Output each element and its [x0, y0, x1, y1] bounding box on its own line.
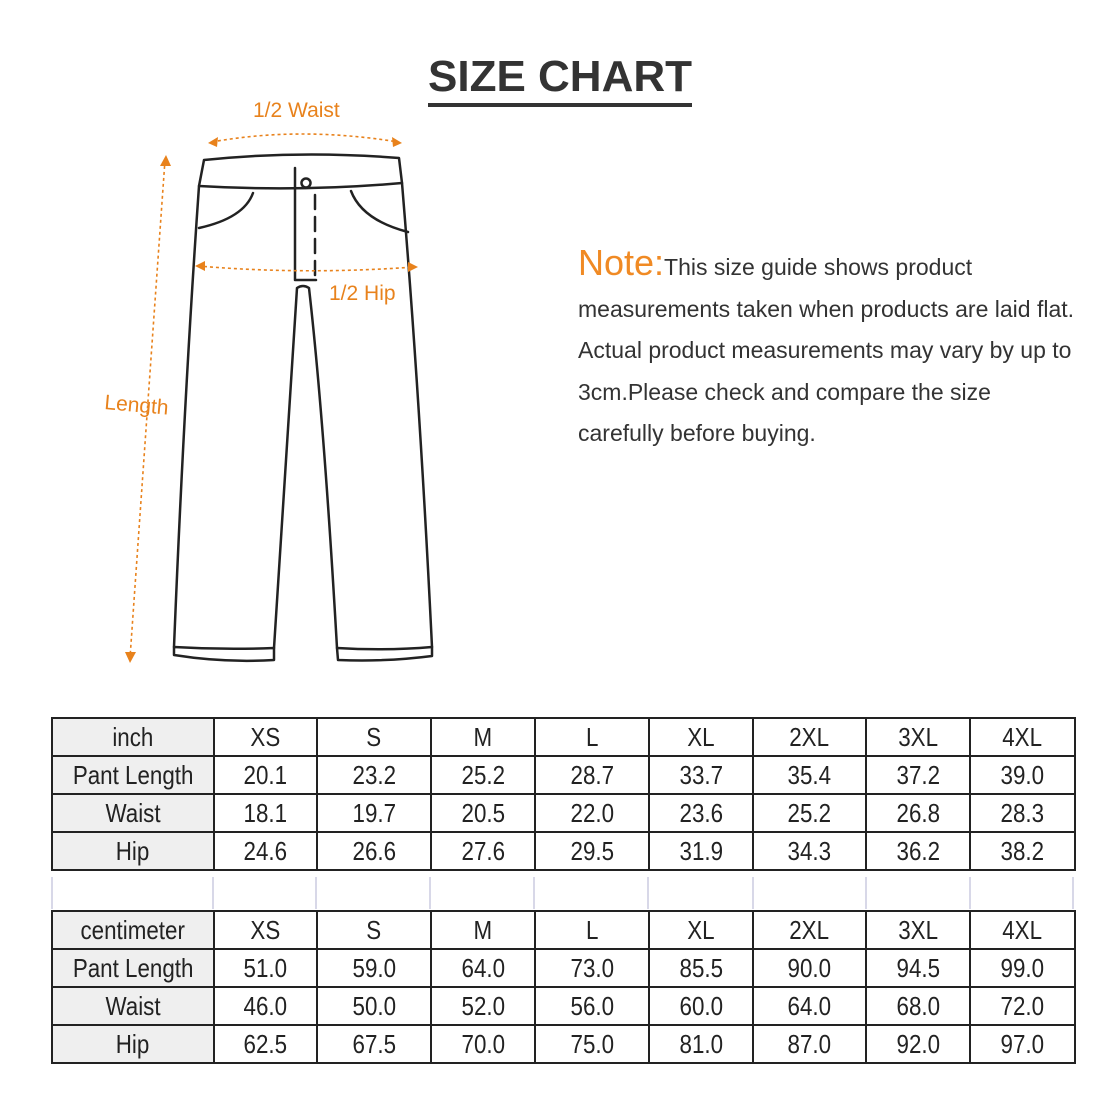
table-cell: 67.5 — [317, 1025, 431, 1063]
row-label: Hip — [52, 832, 214, 870]
table-cell: 25.2 — [431, 756, 535, 794]
table-cell: 97.0 — [970, 1025, 1075, 1063]
table-cell: 23.6 — [649, 794, 753, 832]
table-cell: 60.0 — [649, 987, 753, 1025]
inch-size-table — [51, 717, 1076, 871]
table-cell: 28.7 — [535, 756, 649, 794]
size-header: XS — [214, 911, 317, 949]
table-row — [52, 794, 1075, 832]
table-cell: 59.0 — [317, 949, 431, 987]
table-cell: 85.5 — [649, 949, 753, 987]
table-row — [52, 1025, 1075, 1063]
table-cell: 29.5 — [535, 832, 649, 870]
size-header: L — [535, 911, 649, 949]
note-heading: Note: — [578, 242, 665, 283]
table-cell: 51.0 — [214, 949, 317, 987]
table-cell: 46.0 — [214, 987, 317, 1025]
table-cell: 87.0 — [753, 1025, 866, 1063]
size-header: 4XL — [970, 911, 1075, 949]
size-header: M — [431, 911, 535, 949]
table-spacer — [51, 877, 1074, 909]
table-cell: 39.0 — [970, 756, 1075, 794]
size-header: 2XL — [753, 718, 866, 756]
size-header: 3XL — [866, 718, 970, 756]
note-block — [578, 242, 1078, 455]
size-header: XL — [649, 718, 753, 756]
table-header-row — [52, 911, 1075, 949]
table-cell: 20.5 — [431, 794, 535, 832]
table-cell: 70.0 — [431, 1025, 535, 1063]
table-cell: 92.0 — [866, 1025, 970, 1063]
half-waist-label: 1/2 Waist — [253, 99, 340, 122]
table-cell: 25.2 — [753, 794, 866, 832]
table-cell: 27.6 — [431, 832, 535, 870]
size-header: 3XL — [866, 911, 970, 949]
table-cell: 72.0 — [970, 987, 1075, 1025]
table-header-row — [52, 718, 1075, 756]
row-label: Hip — [52, 1025, 214, 1063]
table-cell: 31.9 — [649, 832, 753, 870]
unit-header: inch — [52, 718, 214, 756]
table-cell: 73.0 — [535, 949, 649, 987]
table-row — [52, 987, 1075, 1025]
table-cell: 75.0 — [535, 1025, 649, 1063]
table-cell: 90.0 — [753, 949, 866, 987]
table-cell: 52.0 — [431, 987, 535, 1025]
table-cell: 33.7 — [649, 756, 753, 794]
centimeter-size-table — [51, 910, 1076, 1064]
table-cell: 28.3 — [970, 794, 1075, 832]
table-cell: 64.0 — [431, 949, 535, 987]
table-cell: 19.7 — [317, 794, 431, 832]
table-row — [52, 832, 1075, 870]
size-header: XS — [214, 718, 317, 756]
size-header: S — [317, 911, 431, 949]
table-cell: 26.8 — [866, 794, 970, 832]
row-label: Waist — [52, 987, 214, 1025]
table-cell: 24.6 — [214, 832, 317, 870]
table-cell: 68.0 — [866, 987, 970, 1025]
note-text: This size guide shows product measurements taken when products are laid flat. Actual product measurements may vary by up to 3cm.Please check and compare the size carefully before buying. — [578, 254, 1075, 446]
unit-header: centimeter — [52, 911, 214, 949]
row-label: Waist — [52, 794, 214, 832]
page-title-text: SIZE CHART — [428, 53, 692, 107]
table-cell: 35.4 — [753, 756, 866, 794]
size-header: 4XL — [970, 718, 1075, 756]
table-cell: 64.0 — [753, 987, 866, 1025]
row-label: Pant Length — [52, 949, 214, 987]
table-cell: 62.5 — [214, 1025, 317, 1063]
table-cell: 81.0 — [649, 1025, 753, 1063]
table-cell: 94.5 — [866, 949, 970, 987]
size-header: M — [431, 718, 535, 756]
table-cell: 56.0 — [535, 987, 649, 1025]
table-cell: 18.1 — [214, 794, 317, 832]
row-label: Pant Length — [52, 756, 214, 794]
size-header: 2XL — [753, 911, 866, 949]
size-header: S — [317, 718, 431, 756]
table-cell: 38.2 — [970, 832, 1075, 870]
table-cell: 22.0 — [535, 794, 649, 832]
table-cell: 26.6 — [317, 832, 431, 870]
table-cell: 50.0 — [317, 987, 431, 1025]
measure-arrows — [130, 134, 414, 658]
pants-diagram — [90, 90, 450, 680]
table-row — [52, 949, 1075, 987]
table-cell: 34.3 — [753, 832, 866, 870]
size-header: XL — [649, 911, 753, 949]
half-hip-label: 1/2 Hip — [329, 282, 396, 305]
size-header: L — [535, 718, 649, 756]
table-cell: 37.2 — [866, 756, 970, 794]
length-label: Length — [103, 391, 170, 420]
table-cell: 23.2 — [317, 756, 431, 794]
table-row — [52, 756, 1075, 794]
table-cell: 20.1 — [214, 756, 317, 794]
table-cell: 99.0 — [970, 949, 1075, 987]
pants-outline — [174, 154, 432, 660]
table-cell: 36.2 — [866, 832, 970, 870]
